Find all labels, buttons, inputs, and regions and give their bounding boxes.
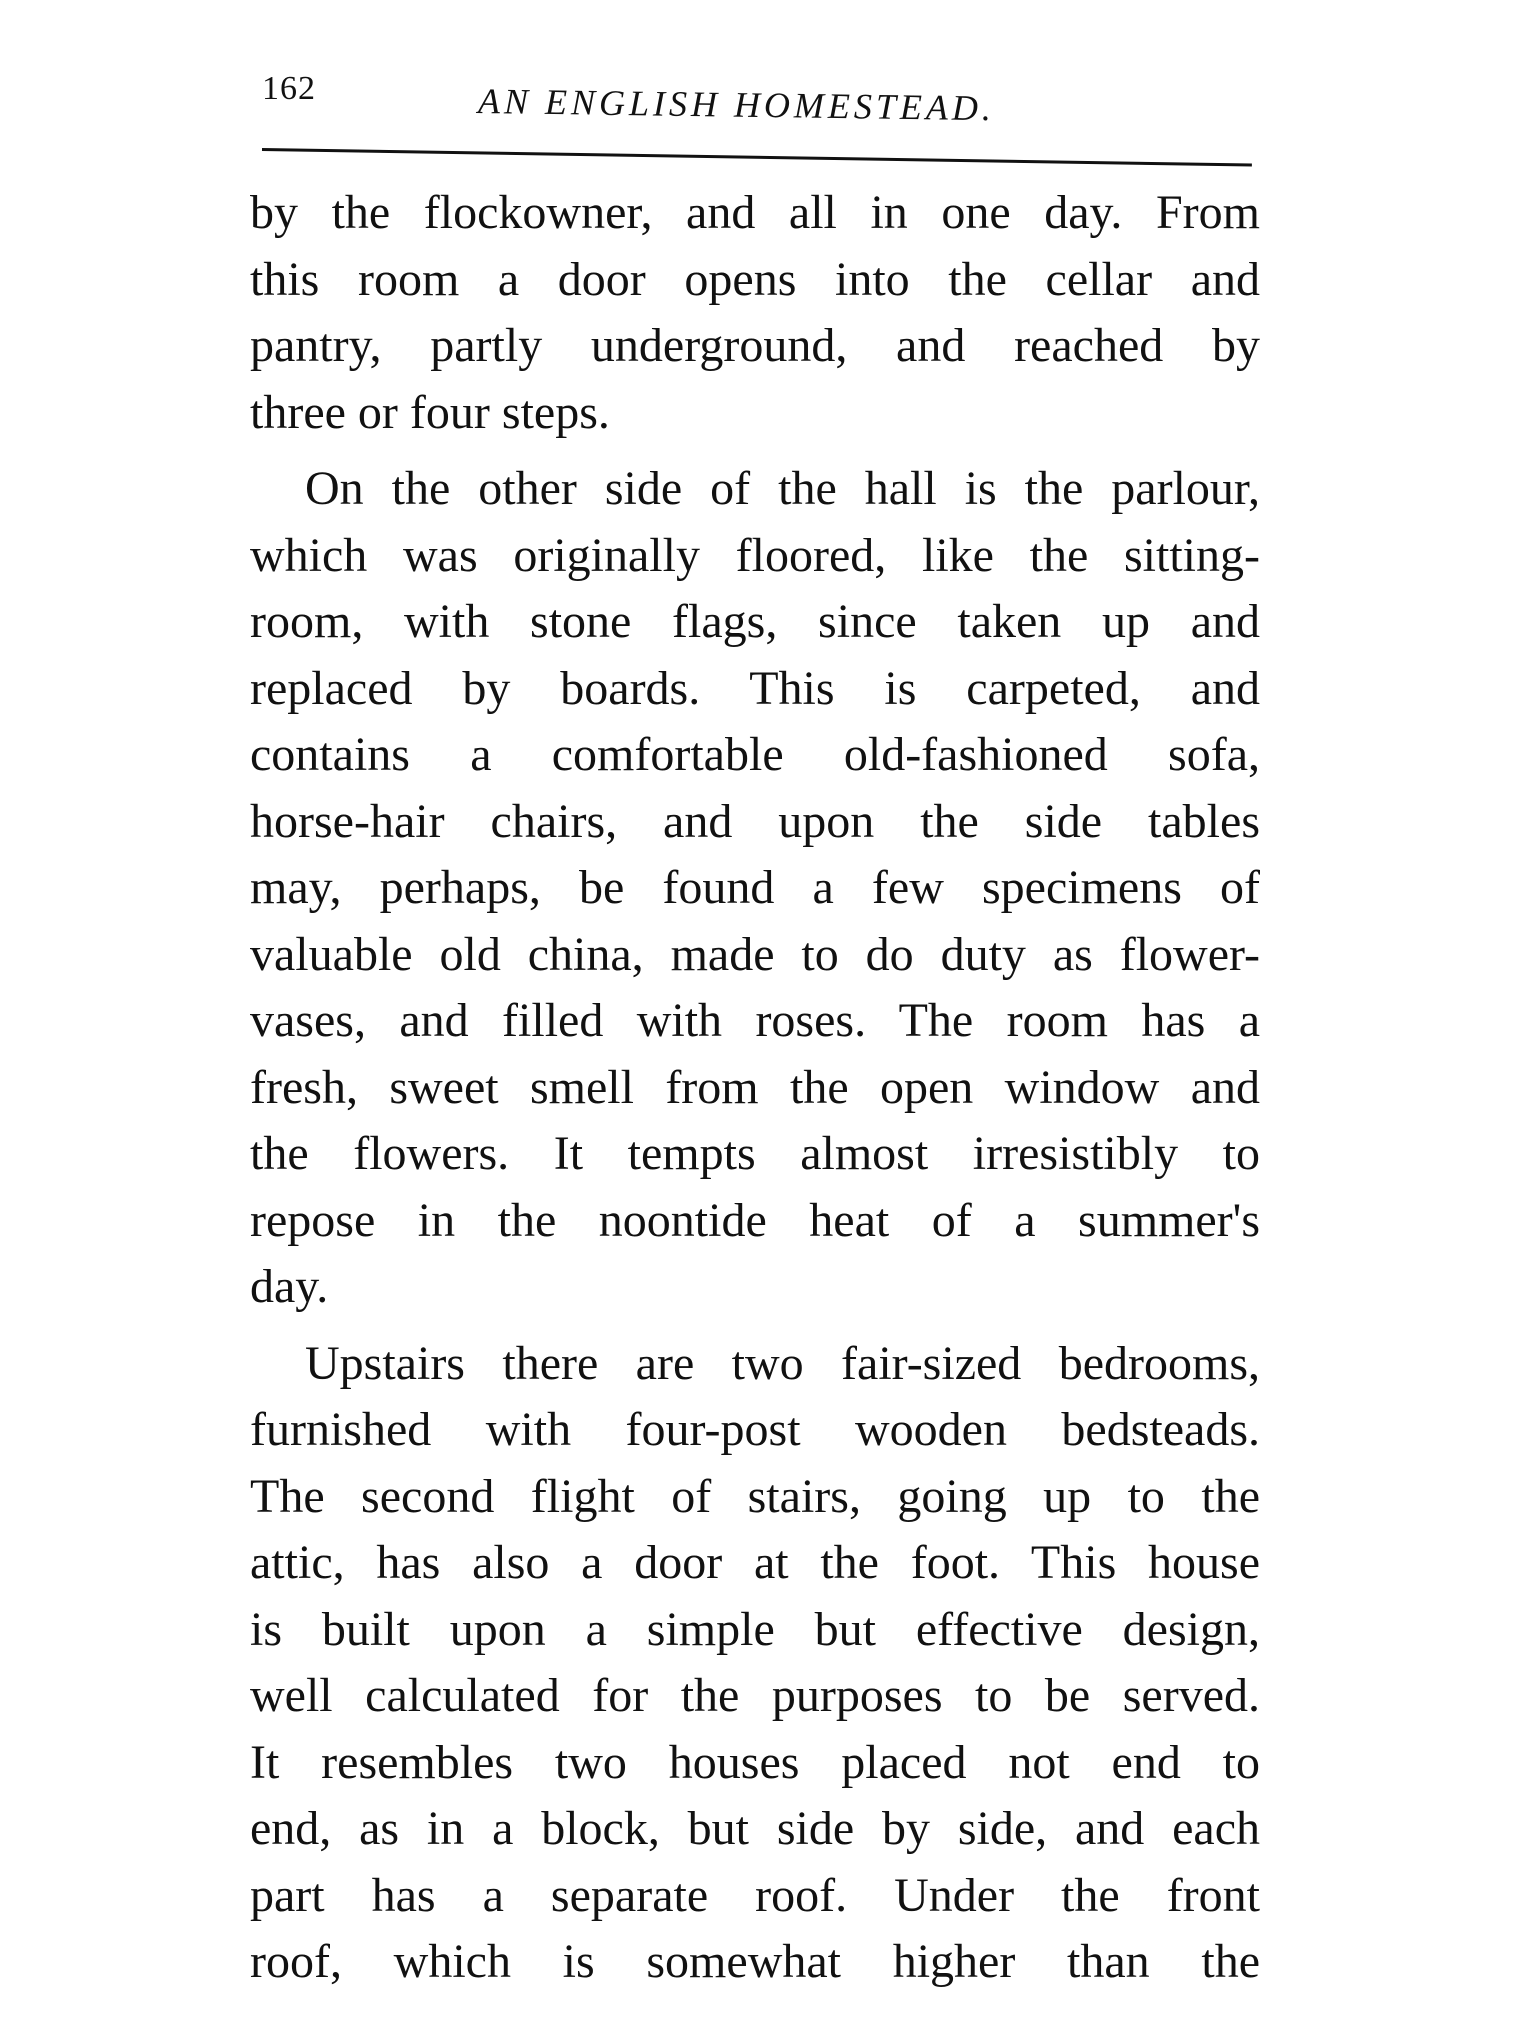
text-line: fresh, sweet smell from the open window and: [250, 1060, 1260, 1114]
text-line: well calculated for the purposes to be served.: [250, 1669, 1260, 1722]
text-line: room, with stone flags, since taken up and: [250, 595, 1260, 648]
text-line: this room a door opens into the cellar and: [250, 252, 1260, 306]
text-line: horse-hair chairs, and upon the side tables: [250, 794, 1260, 848]
text-line: Upstairs there are two fair-sized bedrooms,: [305, 1336, 1260, 1390]
text-line: roof, which is somewhat higher than the: [250, 1935, 1260, 1988]
page-number: 162: [262, 70, 316, 107]
running-title: AN ENGLISH HOMESTEAD.: [477, 81, 996, 129]
text-line: day.: [250, 1260, 329, 1313]
body-text: [250, 180, 1260, 2006]
text-line: by the flockowner, and all in one day. From: [250, 186, 1260, 239]
text-line: end, as in a block, but side by side, and each: [250, 1802, 1260, 1855]
text-line: three or four steps.: [250, 385, 610, 439]
paragraph-2: [250, 456, 1260, 1321]
text-line: furnished with four-post wooden bedsteads.: [250, 1403, 1260, 1456]
text-line: vases, and filled with roses. The room has a: [250, 994, 1260, 1047]
text-line: It resembles two houses placed not end to: [250, 1735, 1260, 1789]
text-line: repose in the noontide heat of a summer's: [250, 1193, 1260, 1247]
paragraph-1: [250, 180, 1260, 446]
text-line: may, perhaps, be found a few specimens of: [250, 861, 1260, 914]
text-line: attic, has also a door at the foot. This house: [250, 1536, 1260, 1589]
text-line: pantry, partly underground, and reached by: [250, 319, 1260, 372]
text-line: part has a separate roof. Under the front: [250, 1868, 1260, 1922]
text-line: The second flight of stairs, going up to the: [250, 1469, 1260, 1523]
paragraph-3: [250, 1331, 1260, 1996]
text-line: the flowers. It tempts almost irresistibly to: [250, 1127, 1260, 1180]
text-line: which was originally floored, like the sitting-: [250, 528, 1260, 582]
header-rule: [262, 148, 1252, 167]
text-line: is built upon a simple but effective design,: [250, 1602, 1260, 1656]
text-line: contains a comfortable old-fashioned sofa,: [250, 728, 1260, 781]
text-line: replaced by boards. This is carpeted, and: [250, 661, 1260, 715]
text-line: On the other side of the hall is the parlour,: [305, 462, 1260, 515]
text-line: valuable old china, made to do duty as flower-: [250, 927, 1260, 981]
